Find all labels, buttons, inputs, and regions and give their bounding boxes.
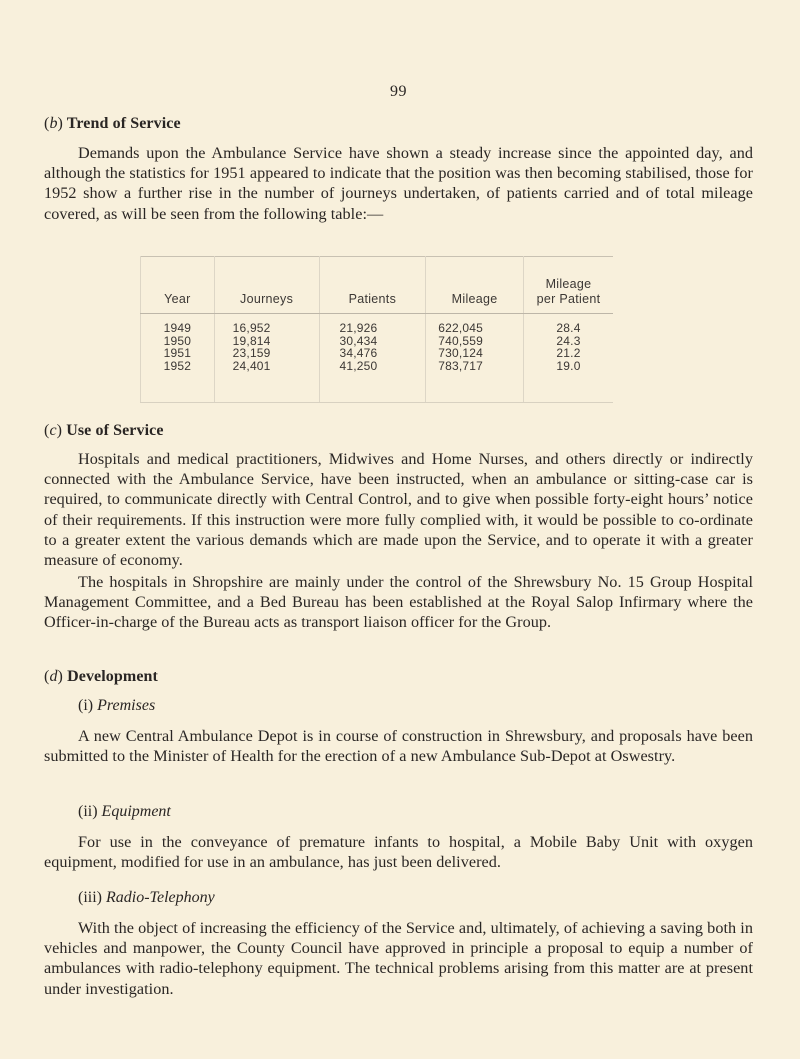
subsection-equipment-heading: (ii) Equipment [78, 803, 171, 820]
subsection-equipment-paragraph: For use in the conveyance of premature infants to hospital, a Mobile Baby Unit with oxygen equipment, modified for use in an ambulance, has just been delivered. [44, 833, 753, 872]
subsection-radio-telephony-heading: (iii) Radio-Telephony [78, 889, 215, 906]
table-row: 1949 16,952 21,926 622,045 28.4 [141, 314, 614, 335]
header-mileage-per-patient: Mileage per Patient [524, 257, 613, 314]
section-b-title: Trend of Service [66, 115, 181, 132]
section-c-paragraph-2: The hospitals in Shropshire are mainly under the control of the Shrewsbury No. 15 Group Hospital Management Committee, and a Bed Bureau has been established at the Royal Salop Infirmary where the Officer-in-charge of the Bureau acts as transport liaison officer for the Group. [44, 573, 753, 632]
section-c-letter: c [49, 422, 57, 439]
page-number: 99 [390, 83, 407, 100]
subsection-premises-paragraph: A new Central Ambulance Depot is in course of construction in Shrewsbury, and proposals have been submitted to the Minister of Health for the erection of a new Ambulance Sub-Depot at Oswestry. [44, 727, 753, 766]
section-c-title: Use of Service [66, 422, 164, 439]
header-year: Year [141, 257, 215, 314]
table-row: 1951 23,159 34,476 730,124 21.2 [141, 347, 614, 360]
service-statistics-table [140, 256, 613, 382]
subsection-premises-heading: (i) Premises [78, 697, 156, 714]
section-d-letter: d [49, 668, 58, 685]
section-b-heading: (b) Trend of Service [44, 115, 181, 132]
section-b-paragraph: Demands upon the Ambulance Service have shown a steady increase since the appointed day, and although the statistics for 1951 appeared to indicate that the position was then becoming stabilised, those for 1952 show a further rise in the number of journeys undertaken, of patients carried and of total mileage covered, as will be seen from the following table:— [44, 144, 753, 223]
table-row: 1952 24,401 41,250 783,717 19.0 [141, 360, 614, 403]
header-patients: Patients [319, 257, 426, 314]
section-b-letter: b [49, 115, 58, 132]
header-journeys: Journeys [214, 257, 319, 314]
section-c-heading: (c) Use of Service [44, 422, 164, 439]
section-d-heading: (d) Development [44, 668, 158, 685]
section-c-paragraph-1: Hospitals and medical practitioners, Midwives and Home Nurses, and others directly or indirectly connected with the Ambulance Service, have been instructed, when an ambulance or sitting-case car is required, to communicate directly with Central Control, and to give when possible forty-eight hours’ notice of their requirements. If this instruction were more fully complied with, it would be possible to co-ordinate to a greater extent the various demands which are made upon the Service, and to operate it with a greater measure of economy. [44, 450, 753, 570]
subsection-radio-telephony-paragraph: With the object of increasing the efficiency of the Service and, ultimately, of achieving a saving both in vehicles and manpower, the County Council have approved in principle a proposal to equip a number of ambulances with radio-telephony equipment. The technical problems arising from this matter are at present under investigation. [44, 919, 753, 998]
header-mileage: Mileage [426, 257, 524, 314]
table-header-row [141, 257, 614, 314]
table-row: 1950 19,814 30,434 740,559 24.3 [141, 335, 614, 348]
section-d-title: Development [67, 668, 158, 685]
